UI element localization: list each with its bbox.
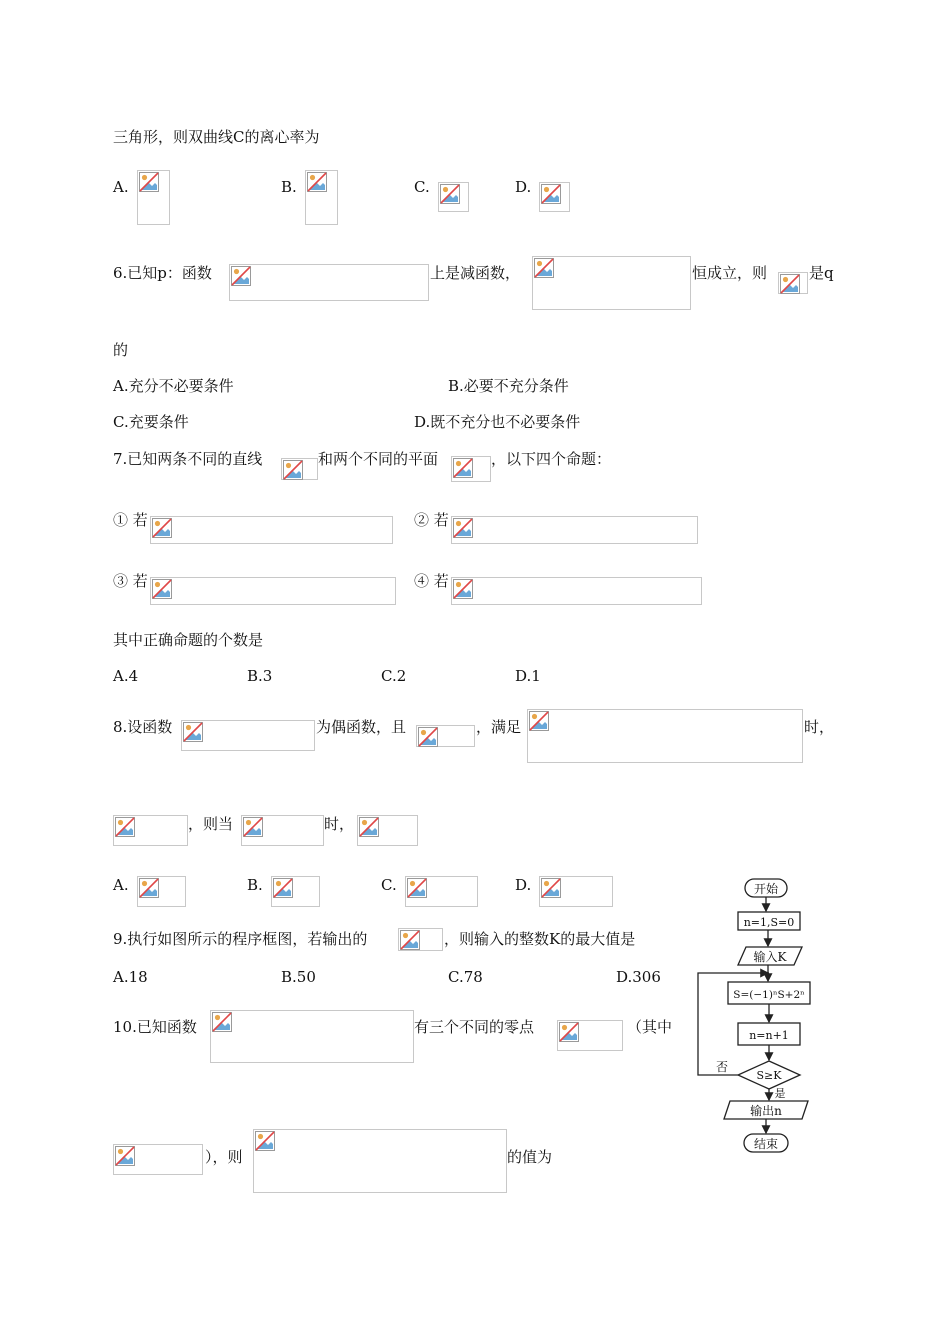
formula-image xyxy=(113,815,188,846)
q7-stem-1: 7.已知两条不同的直线 xyxy=(113,450,263,468)
q9-stem-2: ，则输入的整数K的最大值是 xyxy=(444,930,636,948)
broken-image-icon xyxy=(183,722,203,742)
formula-image xyxy=(210,1010,414,1063)
broken-image-icon xyxy=(231,266,251,286)
q10-stem-5: 的值为 xyxy=(507,1148,553,1166)
q6-choice-d: D.既不充分也不必要条件 xyxy=(414,413,581,431)
flow-yes-label: 是 xyxy=(774,1087,786,1100)
q5-choice-c: C. xyxy=(414,178,430,196)
formula-image xyxy=(539,182,570,212)
formula-image xyxy=(451,456,491,482)
q8-choice-b: B. xyxy=(247,876,263,894)
q8-stem-3: ，满足 xyxy=(476,718,522,736)
formula-image xyxy=(253,1129,507,1193)
broken-image-icon xyxy=(780,274,800,294)
broken-image-icon xyxy=(534,258,554,278)
program-flowchart xyxy=(690,872,840,1164)
q5-choice-d: D. xyxy=(515,178,532,196)
q7-stem-3: ，以下四个命题： xyxy=(491,450,612,468)
broken-image-icon xyxy=(152,518,172,538)
formula-image xyxy=(398,928,443,951)
q8-choice-d: D. xyxy=(515,876,532,894)
q8-stem-4: 时， xyxy=(804,718,835,736)
q10-stem-2: 有三个不同的零点 xyxy=(414,1018,535,1036)
flow-update-label: S=(−1)ⁿS+2ⁿ xyxy=(733,989,805,1001)
broken-image-icon xyxy=(139,878,159,898)
q6-choice-c: C.充要条件 xyxy=(113,413,189,431)
formula-image xyxy=(557,1020,623,1051)
broken-image-icon xyxy=(418,727,438,747)
formula-image xyxy=(451,516,698,544)
flow-no-label: 否 xyxy=(715,1060,729,1074)
formula-image xyxy=(137,876,186,907)
formula-image xyxy=(438,182,469,212)
q10-stem-4: ），则 xyxy=(205,1148,243,1166)
broken-image-icon xyxy=(440,184,460,204)
broken-image-icon xyxy=(115,1146,135,1166)
broken-image-icon xyxy=(139,172,159,192)
formula-image xyxy=(137,170,170,225)
q7-prop-1: ① 若 xyxy=(113,511,148,529)
q9-choice-c: C.78 xyxy=(448,968,483,986)
q8-choice-a: A. xyxy=(113,876,129,894)
q7-choice-d: D.1 xyxy=(515,667,541,685)
formula-image xyxy=(532,256,691,310)
q5-text: 三角形，则双曲线C的离心率为 xyxy=(113,128,320,146)
q9-stem-1: 9.执行如图所示的程序框图，若输出的 xyxy=(113,930,368,948)
q9-choice-a: A.18 xyxy=(113,968,148,986)
flow-input-label: 输入K xyxy=(753,950,787,964)
broken-image-icon xyxy=(359,817,379,837)
formula-image xyxy=(416,725,475,747)
formula-image xyxy=(229,264,429,301)
broken-image-icon xyxy=(453,579,473,599)
formula-image xyxy=(405,876,478,907)
broken-image-icon xyxy=(152,579,172,599)
q5-choice-a: A. xyxy=(113,178,129,196)
flow-end-label: 结束 xyxy=(753,1137,779,1151)
broken-image-icon xyxy=(400,930,420,950)
q6-stem-3: 恒成立，则 xyxy=(692,264,768,282)
broken-image-icon xyxy=(453,458,473,478)
formula-image xyxy=(778,272,808,294)
broken-image-icon xyxy=(453,518,473,538)
formula-image xyxy=(181,720,315,751)
flow-init-label: n=1,S=0 xyxy=(743,916,795,929)
q9-choice-d: D.306 xyxy=(616,968,661,986)
broken-image-icon xyxy=(529,711,549,731)
q6-stem-1: 6.已知p：函数 xyxy=(113,264,212,282)
q8-stem-5: ，则当 xyxy=(188,815,234,833)
formula-image xyxy=(150,516,393,544)
broken-image-icon xyxy=(243,817,263,837)
flow-start-label: 开始 xyxy=(753,882,779,896)
q7-stem-2: 和两个不同的平面 xyxy=(318,450,439,468)
formula-image xyxy=(241,815,324,846)
q8-stem-6: 时， xyxy=(324,815,355,833)
q8-choice-c: C. xyxy=(381,876,397,894)
q10-stem-1: 10.已知函数 xyxy=(113,1018,197,1036)
flow-output-label: 输出n xyxy=(750,1104,782,1118)
formula-image xyxy=(113,1144,203,1175)
broken-image-icon xyxy=(115,817,135,837)
q5-choice-b: B. xyxy=(281,178,297,196)
broken-image-icon xyxy=(559,1022,579,1042)
formula-image xyxy=(527,709,803,763)
q9-choice-b: B.50 xyxy=(281,968,316,986)
broken-image-icon xyxy=(212,1012,232,1032)
q7-ask: 其中正确命题的个数是 xyxy=(113,631,264,649)
formula-image xyxy=(357,815,418,846)
q7-prop-2: ② 若 xyxy=(414,511,449,529)
formula-image xyxy=(451,577,702,605)
q7-prop-4: ④ 若 xyxy=(414,572,449,590)
broken-image-icon xyxy=(283,460,303,480)
broken-image-icon xyxy=(407,878,427,898)
q7-choice-c: C.2 xyxy=(381,667,407,685)
broken-image-icon xyxy=(255,1131,275,1151)
q7-choice-a: A.4 xyxy=(113,667,139,685)
broken-image-icon xyxy=(541,184,561,204)
q6-stem-2: 上是减函数， xyxy=(430,264,521,282)
q6-choice-b: B.必要不充分条件 xyxy=(448,377,569,395)
q8-stem-1: 8.设函数 xyxy=(113,718,173,736)
q6-stem-4: 是q xyxy=(809,264,834,282)
formula-image xyxy=(281,458,318,480)
broken-image-icon xyxy=(273,878,293,898)
q6-stem-5: 的 xyxy=(113,341,129,359)
flow-cond-label: S≥K xyxy=(756,1069,782,1082)
q7-prop-3: ③ 若 xyxy=(113,572,148,590)
formula-image xyxy=(150,577,396,605)
formula-image xyxy=(539,876,613,907)
q7-choice-b: B.3 xyxy=(247,667,273,685)
formula-image xyxy=(305,170,338,225)
q10-stem-3: （其中 xyxy=(627,1018,673,1036)
q6-choice-a: A.充分不必要条件 xyxy=(113,377,234,395)
flow-incr-label: n=n+1 xyxy=(749,1029,789,1042)
formula-image xyxy=(271,876,320,907)
broken-image-icon xyxy=(307,172,327,192)
broken-image-icon xyxy=(541,878,561,898)
q8-stem-2: 为偶函数，且 xyxy=(316,718,407,736)
